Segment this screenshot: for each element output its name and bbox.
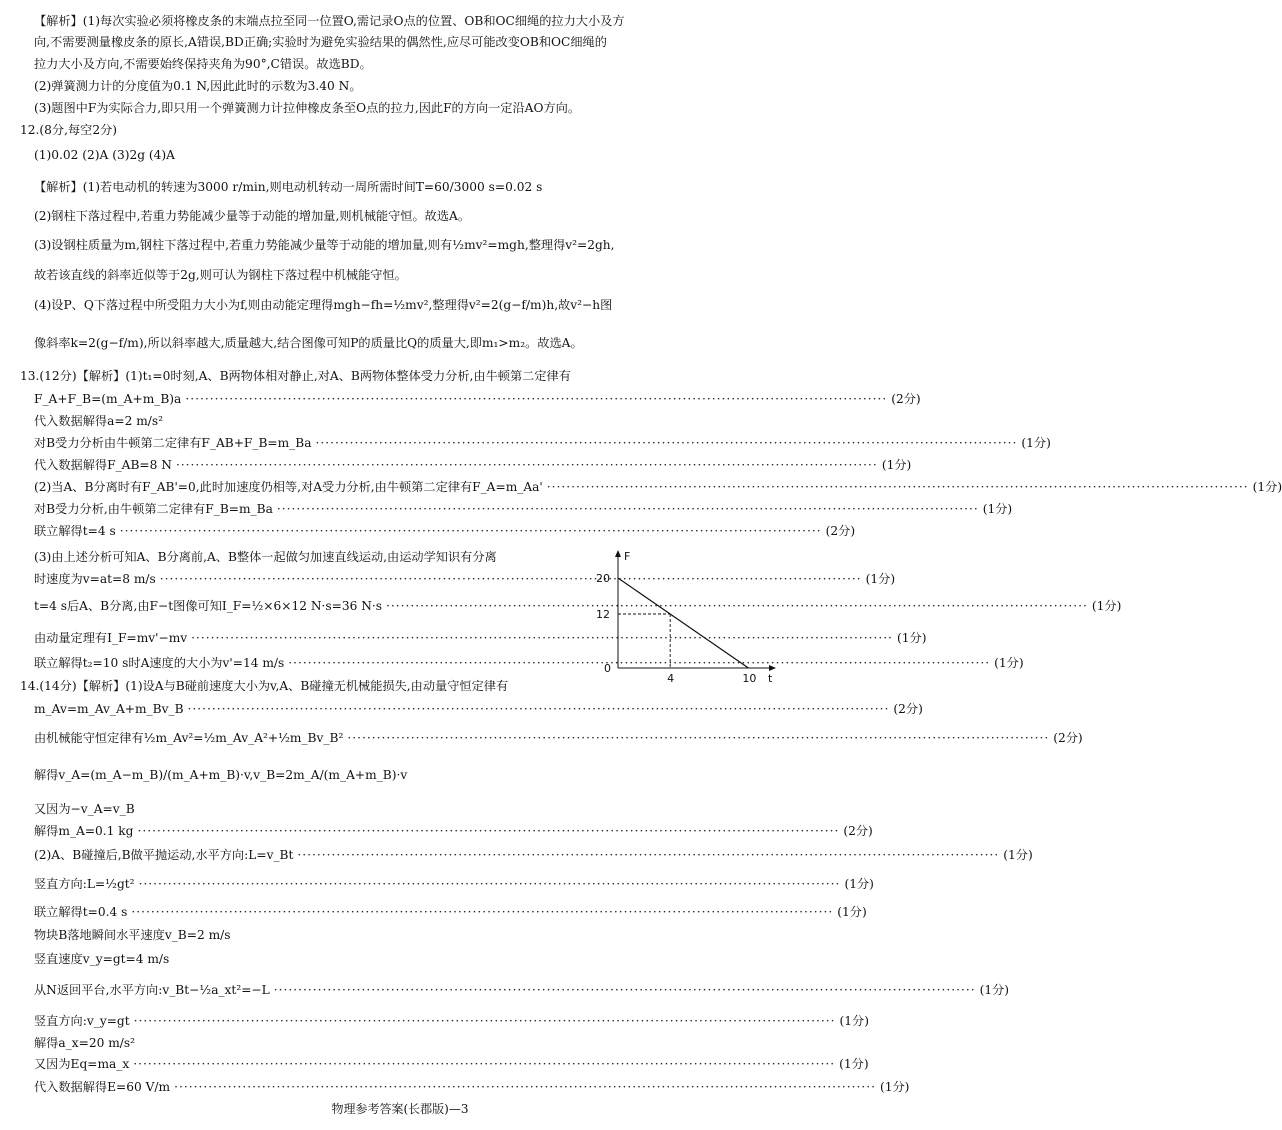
answer-line-text: 时速度为v=at=8 m/s: [34, 572, 156, 586]
score-label: (1分): [879, 1080, 910, 1094]
x-tick-10: 10: [742, 672, 757, 685]
answer-line: [34, 700, 923, 718]
answer-line-text: 解得m_A=0.1 kg: [34, 824, 134, 838]
answer-line: (3)题图中F为实际合力,即只用一个弹簧测力计拉伸橡皮条至O点的拉力,因此F的方向一定沿AO方向。: [34, 101, 581, 115]
dot-leader: [176, 456, 878, 474]
dot-leader: [133, 1055, 835, 1073]
score-label: (1分): [844, 877, 874, 891]
dot-leader: [131, 903, 833, 921]
answer-line: [34, 570, 896, 588]
answer-line: [34, 729, 1083, 747]
answer-line-text: 由动量定理有I_F=mv'−mv: [34, 631, 188, 645]
answer-line: [34, 1078, 910, 1096]
score-label: (1分): [881, 458, 912, 472]
answer-line: 代入数据解得a=2 m/s²: [34, 414, 164, 428]
x-axis-label: t: [768, 672, 773, 685]
answer-line: 拉力大小及方向,不需要始终保持夹角为90°,C错误。故选BD。: [34, 57, 372, 71]
dot-leader: [277, 500, 979, 518]
force-time-graph: [590, 548, 780, 685]
answer-line: [34, 981, 1010, 999]
answer-line-text: 对B受力分析,由牛顿第二定律有F_B=m_Ba: [34, 502, 273, 516]
dot-leader: [139, 875, 841, 893]
answer-line-text: 由机械能守恒定律有½m_Av²=½m_Av_A²+½m_Bv_B²: [34, 731, 344, 745]
answer-line: (2)弹簧测力计的分度值为0.1 N,因此此时的示数为3.40 N。: [34, 79, 362, 93]
page-footer: 物理参考答案(长郡版)—3: [331, 1102, 469, 1116]
dot-leader: [191, 629, 893, 647]
answer-line: (2)钢柱下落过程中,若重力势能减少量等于动能的增加量,则机械能守恒。故选A。: [34, 209, 471, 223]
answer-line: (3)设钢柱质量为m,钢柱下落过程中,若重力势能减少量等于动能的增加量,则有½mv²=mgh,整理得v²=2gh,: [34, 238, 615, 252]
score-label: (1分): [982, 502, 1013, 516]
dot-leader: [547, 478, 1249, 496]
answer-line-text: 从N返回平台,水平方向:v_Bt−½a_xt²=−L: [34, 983, 270, 997]
score-label: (1分): [994, 656, 1024, 670]
answer-line-text: 代入数据解得E=60 V/m: [34, 1080, 171, 1094]
answer-line: [34, 846, 1033, 864]
answer-line: 故若该直线的斜率近似等于2g,则可认为钢柱下落过程中机械能守恒。: [34, 268, 407, 282]
answer-line: [34, 903, 867, 921]
score-label: (2分): [1053, 731, 1083, 745]
answer-line: 又因为−v_A=v_B: [34, 802, 135, 816]
score-label: (1分): [865, 572, 896, 586]
answer-line-text: F_A+F_B=(m_A+m_B)a: [34, 392, 182, 406]
answer-line-text: t=4 s后A、B分离,由F−t图像可知I_F=½×6×12 N·s=36 N·s: [34, 599, 383, 613]
answer-line: 像斜率k=2(g−f/m),所以斜率越大,质量越大,结合图像可知P的质量比Q的质量大,即m₁>m₂。故选A。: [34, 336, 583, 350]
score-label: (1分): [1021, 436, 1051, 450]
dot-leader: [137, 822, 839, 840]
score-label: (1分): [1252, 480, 1282, 494]
answer-line: 【解析】(1)每次实验必须将橡皮条的末端点拉至同一位置O,需记录O点的位置、OB和OC细绳的拉力大小及方: [34, 14, 625, 28]
answer-line: 12.(8分,每空2分): [20, 123, 118, 137]
answer-line-text: m_Av=m_Av_A+m_Bv_B: [34, 702, 184, 716]
answer-line: [34, 434, 1051, 452]
force-line: [618, 578, 748, 668]
answer-line: 【解析】(1)若电动机的转速为3000 r/min,则电动机转动一周所需时间T=60/3000 s=0.02 s: [34, 180, 543, 194]
score-label: (2分): [891, 392, 921, 406]
dot-leader: [316, 434, 1018, 452]
answer-line-text: 联立解得t₂=10 s时A速度的大小为v'=14 m/s: [34, 656, 285, 670]
answer-line-text: 竖直方向:L=½gt²: [34, 877, 135, 891]
answer-line: 13.(12分)【解析】(1)t₁=0时刻,A、B两物体相对静止,对A、B两物体整体受力分析,由牛顿第二定律有: [20, 369, 571, 383]
dot-leader: [120, 522, 822, 540]
answer-line-text: 竖直方向:v_y=gt: [34, 1014, 130, 1028]
dot-leader: [188, 700, 890, 718]
answer-line-text: 联立解得t=0.4 s: [34, 905, 128, 919]
answer-line-text: 联立解得t=4 s: [34, 524, 116, 538]
answer-line: (4)设P、Q下落过程中所受阻力大小为f,则由动能定理得mgh−fh=½mv²,整理得v²=2(g−f/m)h,故v²−h图: [34, 298, 613, 312]
x-axis-arrow: [769, 665, 776, 671]
y-tick-20: 20: [596, 572, 610, 585]
answer-line: [34, 390, 921, 408]
y-axis-label: F: [624, 550, 631, 563]
answer-line-text: (2)A、B碰撞后,B做平抛运动,水平方向:L=v_Bt: [34, 848, 294, 862]
answer-line: [34, 629, 927, 647]
dot-leader: [274, 981, 976, 999]
score-label: (2分): [843, 824, 873, 838]
score-label: (1分): [979, 983, 1010, 997]
answer-line: 14.(14分)【解析】(1)设A与B碰前速度大小为v,A、B碰撞无机械能损失,由动量守恒定律有: [20, 679, 509, 693]
answer-line: [34, 478, 1282, 496]
score-label: (1分): [1003, 848, 1033, 862]
answer-line: [34, 500, 1013, 518]
answer-line: 解得a_x=20 m/s²: [34, 1036, 136, 1050]
answer-line: 物块B落地瞬间水平速度v_B=2 m/s: [34, 928, 231, 942]
score-label: (1分): [839, 1057, 869, 1071]
answer-line: [34, 1012, 869, 1030]
score-label: (1分): [1091, 599, 1122, 613]
answer-line: 竖直速度v_y=gt=4 m/s: [34, 952, 170, 966]
answer-line: [34, 654, 1024, 672]
answer-line-text: 又因为Eq=ma_x: [34, 1057, 130, 1071]
score-label: (1分): [897, 631, 927, 645]
answer-line-text: 对B受力分析由牛顿第二定律有F_AB+F_B=m_Ba: [34, 436, 312, 450]
origin-label: 0: [604, 662, 611, 675]
answer-line: 向,不需要测量橡皮条的原长,A错误,BD正确;实验时为避免实验结果的偶然性,应尽可能改变OB和OC细绳的: [34, 35, 607, 49]
score-label: (1分): [839, 1014, 869, 1028]
answer-line-text: (2)当A、B分离时有F_AB'=0,此时加速度仍相等,对A受力分析,由牛顿第二定律有F_A=m_Aa': [34, 480, 543, 494]
answer-line-text: 代入数据解得F_AB=8 N: [34, 458, 172, 472]
dot-leader: [297, 846, 999, 864]
score-label: (2分): [893, 702, 923, 716]
answer-line: [34, 822, 873, 840]
answer-line: (3)由上述分析可知A、B分离前,A、B整体一起做匀加速直线运动,由运动学知识有分离: [34, 550, 497, 564]
answer-line: [34, 522, 856, 540]
answer-line: (1)0.02 (2)A (3)2g (4)A: [34, 148, 175, 162]
dot-leader: [134, 1012, 836, 1030]
dot-leader: [174, 1078, 876, 1096]
answer-line: [34, 597, 1122, 615]
y-tick-12: 12: [596, 608, 610, 621]
score-label: (2分): [825, 524, 856, 538]
dot-leader: [347, 729, 1049, 747]
answer-line: [34, 456, 912, 474]
x-tick-4: 4: [667, 672, 675, 685]
score-label: (1分): [837, 905, 867, 919]
dot-leader: [185, 390, 887, 408]
answer-line: [34, 875, 874, 893]
answer-line: [34, 1055, 869, 1073]
y-axis-arrow: [615, 550, 621, 557]
answer-line: 解得v_A=(m_A−m_B)/(m_A+m_B)·v,v_B=2m_A/(m_A+m_B)·v: [34, 768, 408, 782]
